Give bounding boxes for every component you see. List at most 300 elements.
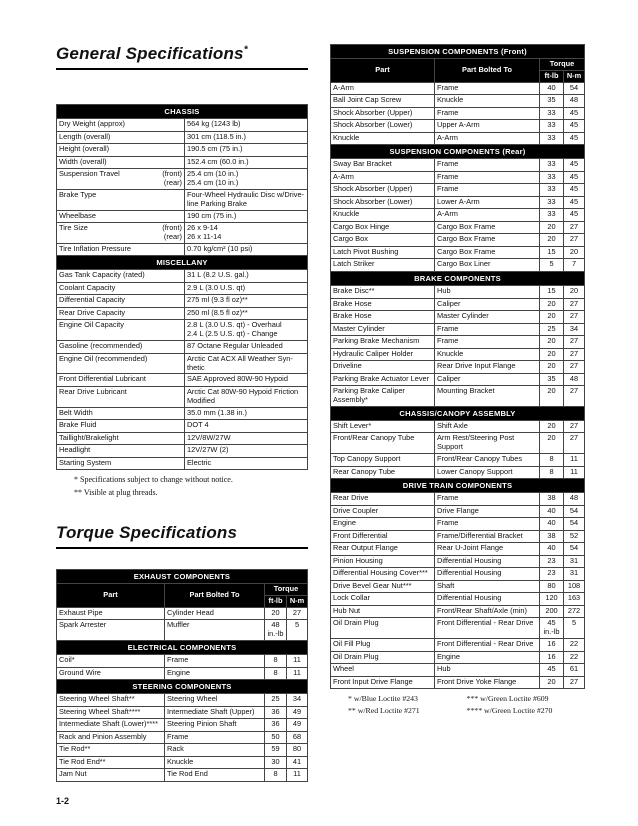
torque-ft-lb: 33 [540,171,564,184]
general-spec-table [56,104,308,470]
right-torque-table [330,44,585,689]
torque-part: Wheel [331,664,435,677]
loctite-notes [348,693,585,716]
torque-part: Brake Hose [331,311,435,324]
torque-part: Hub Nut [331,605,435,618]
torque-row [331,209,585,222]
torque-bolted-to: Differential Housing [435,555,540,568]
section-banner: EXHAUST COMPONENTS [57,570,308,584]
spec-row [57,407,308,420]
torque-row [331,593,585,606]
torque-part: Rear Canopy Tube [331,466,435,479]
torque-part: Spark Arrester [57,620,165,641]
right-column [330,44,585,716]
torque-row [331,543,585,556]
torque-part: Parking Brake Caliper Assembly* [331,386,435,407]
header-ft-lb: ft-lb [540,70,564,82]
torque-part: Sway Bar Bracket [331,159,435,172]
spec-row [57,119,308,132]
section-banner-row [57,641,308,655]
torque-part: Rear Drive [331,493,435,506]
torque-n-m: 48 [564,373,585,386]
torque-ft-lb: 20 [540,234,564,247]
torque-n-m: 27 [564,311,585,324]
torque-part: Knuckle [331,209,435,222]
torque-n-m: 41 [287,756,308,769]
torque-part: Rack and Pinion Assembly [57,731,165,744]
torque-row [57,620,308,641]
torque-row [331,580,585,593]
torque-part: Master Cylinder [331,323,435,336]
torque-bolted-to: Steering Wheel [165,694,265,707]
torque-n-m: 27 [564,420,585,433]
spec-value: 12V/8W/27W [185,432,308,445]
spec-row [57,307,308,320]
torque-row [331,466,585,479]
torque-n-m: 54 [564,505,585,518]
torque-part: Drive Coupler [331,505,435,518]
spec-row [57,386,308,407]
torque-part: Hydraulic Caliper Holder [331,348,435,361]
section-banner: CHASSIS/CANOPY ASSEMBLY [331,406,585,420]
torque-row [331,651,585,664]
spec-value: 275 ml (9.3 fl oz)** [185,295,308,308]
torque-part: Coil* [57,655,165,668]
section-banner-row [331,479,585,493]
spec-qualifier [143,210,185,223]
header-part-bolted-to: Part Bolted To [165,584,265,608]
torque-part: Shock Absorber (Upper) [331,107,435,120]
torque-n-m: 27 [564,298,585,311]
torque-part: Steering Wheel Shaft**** [57,706,165,719]
torque-row [331,664,585,677]
spec-value: 2.8 L (3.0 U.S. qt) - Overhaul 2.4 L (2.5 U.S. qt) - Change [185,320,308,341]
torque-n-m: 45 [564,171,585,184]
torque-ft-lb: 45 [540,664,564,677]
spec-qualifier [143,189,185,210]
torque-n-m: 49 [287,719,308,732]
torque-bolted-to: Engine [165,667,265,680]
torque-ft-lb: 20 [540,420,564,433]
torque-row [57,769,308,782]
torque-part: Engine [331,518,435,531]
torque-row [331,618,585,639]
torque-row [331,530,585,543]
torque-bolted-to: Frame [165,731,265,744]
torque-row [331,259,585,272]
torque-bolted-to: Upper A-Arm [435,120,540,133]
spec-label: Brake Fluid [57,420,185,433]
spec-value: 12V/27W (2) [185,445,308,458]
header-part: Part [57,584,165,608]
torque-n-m: 49 [287,706,308,719]
torque-row [331,221,585,234]
spec-value: 250 ml (8.5 fl oz)** [185,307,308,320]
torque-bolted-to: Front Differential - Rear Drive [435,618,540,639]
torque-n-m: 34 [564,323,585,336]
torque-bolted-to: Arm Rest/Steering Post Support [435,433,540,454]
torque-n-m: 27 [564,348,585,361]
loctite-note: **** w/Green Loctite #270 [466,705,553,715]
torque-bolted-to: Mounting Bracket [435,386,540,407]
torque-n-m: 45 [564,184,585,197]
torque-row [331,361,585,374]
loctite-note: *** w/Green Loctite #609 [466,694,549,704]
torque-part: Top Canopy Support [331,454,435,467]
spec-label: Coolant Capacity [57,282,185,295]
torque-part: Shock Absorber (Lower) [331,120,435,133]
torque-n-m: 61 [564,664,585,677]
torque-ft-lb: 40 [540,518,564,531]
spec-row [57,320,308,341]
loctite-note: * w/Blue Loctite #243 [348,694,418,704]
torque-part: Exhaust Pipe [57,607,165,620]
torque-row [331,234,585,247]
spec-row [57,457,308,470]
torque-part: Ground Wire [57,667,165,680]
torque-n-m: 34 [287,694,308,707]
header-n-m: N-m [564,70,585,82]
torque-bolted-to: Front Differential - Rear Drive [435,639,540,652]
section-banner: SUSPENSION COMPONENTS (Rear) [331,145,585,159]
section-banner-row [331,271,585,285]
torque-row [331,493,585,506]
torque-n-m: 27 [564,221,585,234]
torque-row [331,107,585,120]
header-n-m: N-m [287,595,308,607]
torque-ft-lb: 8 [540,466,564,479]
chassis-section [57,105,308,256]
torque-n-m: 27 [564,234,585,247]
left-torque-table [56,569,308,782]
torque-n-m: 27 [564,676,585,689]
torque-n-m: 68 [287,731,308,744]
spec-label: Length (overall) [57,131,143,144]
torque-ft-lb: 35 [540,95,564,108]
torque-table-body [57,570,308,782]
torque-part: Drive Bevel Gear Nut*** [331,580,435,593]
torque-part: Differential Housing Cover*** [331,568,435,581]
torque-part: Latch Striker [331,259,435,272]
torque-n-m: 22 [564,651,585,664]
torque-ft-lb: 15 [540,286,564,299]
spec-label: Wheelbase [57,210,143,223]
torque-row [331,159,585,172]
torque-ft-lb: 33 [540,132,564,145]
torque-n-m: 108 [564,580,585,593]
torque-part: Oil Fill Plug [331,639,435,652]
torque-ft-lb: 38 [540,530,564,543]
torque-ft-lb: 40 [540,543,564,556]
torque-ft-lb: 120 [540,593,564,606]
torque-n-m: 31 [564,568,585,581]
torque-part: Parking Brake Actuator Lever [331,373,435,386]
spec-row [57,282,308,295]
torque-ft-lb: 33 [540,196,564,209]
spec-label: Rear Drive Capacity [57,307,185,320]
torque-row [331,132,585,145]
spec-label: Rear Drive Lubricant [57,386,185,407]
torque-bolted-to: Hub [435,286,540,299]
torque-ft-lb: 35 [540,373,564,386]
torque-ft-lb: 48 in.-lb [265,620,287,641]
torque-ft-lb: 5 [540,259,564,272]
torque-n-m: 52 [564,530,585,543]
torque-header-row [331,59,585,71]
torque-row [331,298,585,311]
spec-row [57,156,308,169]
torque-bolted-to: Differential Housing [435,593,540,606]
miscellany-section [57,256,308,470]
torque-part: Shock Absorber (Lower) [331,196,435,209]
torque-ft-lb: 25 [265,694,287,707]
torque-ft-lb: 8 [540,454,564,467]
torque-part: Lock Collar [331,593,435,606]
torque-ft-lb: 33 [540,120,564,133]
torque-n-m: 45 [564,107,585,120]
torque-row [57,655,308,668]
header-part-bolted-to: Part Bolted To [435,59,540,83]
miscellany-banner-row [57,256,308,270]
spec-row [57,169,308,190]
torque-ft-lb: 25 [540,323,564,336]
spec-label: Differential Capacity [57,295,185,308]
torque-part: Cargo Box [331,234,435,247]
general-title-text: General Specifications [56,44,244,63]
torque-n-m: 54 [564,518,585,531]
torque-bolted-to: Knuckle [435,95,540,108]
torque-part: Rear Output Flange [331,543,435,556]
torque-ft-lb: 33 [540,209,564,222]
torque-bolted-to: Master Cylinder [435,311,540,324]
spec-qualifier [143,119,185,132]
torque-n-m: 45 [564,209,585,222]
spec-row [57,270,308,283]
torque-ft-lb: 50 [265,731,287,744]
torque-n-m: 27 [287,607,308,620]
torque-row [57,731,308,744]
torque-part: Front/Rear Canopy Tube [331,433,435,454]
spec-label: Gasoline (recommended) [57,341,185,354]
torque-row [331,171,585,184]
spec-label: Width (overall) [57,156,143,169]
torque-ft-lb: 20 [540,433,564,454]
torque-row [331,95,585,108]
section-banner-row [57,570,308,584]
torque-ft-lb: 40 [540,505,564,518]
torque-n-m: 20 [564,246,585,259]
torque-part: Shock Absorber (Upper) [331,184,435,197]
torque-n-m: 27 [564,433,585,454]
torque-row [331,505,585,518]
torque-bolted-to: Frame [435,336,540,349]
section-banner: BRAKE COMPONENTS [331,271,585,285]
spec-label: Belt Width [57,407,185,420]
torque-ft-lb: 33 [540,159,564,172]
torque-bolted-to: Caliper [435,373,540,386]
spec-row [57,144,308,157]
torque-row [57,744,308,757]
torque-row [331,336,585,349]
torque-ft-lb: 8 [265,655,287,668]
torque-ft-lb: 20 [540,221,564,234]
torque-ft-lb: 20 [540,348,564,361]
spec-value: 190 cm (75 in.) [185,210,308,223]
torque-n-m: 45 [564,196,585,209]
torque-row [331,518,585,531]
torque-part: A-Arm [331,171,435,184]
torque-row [331,323,585,336]
general-note: * Specifications subject to change without notice. [74,475,233,485]
spec-qualifier [143,243,185,256]
torque-bolted-to: Frame/Differential Bracket [435,530,540,543]
torque-row [57,607,308,620]
torque-ft-lb: 33 [540,184,564,197]
torque-bolted-to: Tie Rod End [165,769,265,782]
torque-part: Shift Lever* [331,420,435,433]
torque-bolted-to: Frame [435,518,540,531]
miscellany-banner: MISCELLANY [57,256,308,270]
spec-value: 35.0 mm (1.38 in.) [185,407,308,420]
torque-part: Oil Drain Plug [331,618,435,639]
torque-bolted-to: Cargo Box Frame [435,246,540,259]
torque-bolted-to: Shaft [435,580,540,593]
spec-qualifier [143,131,185,144]
chassis-banner-row [57,105,308,119]
torque-ft-lb: 20 [265,607,287,620]
torque-n-m: 27 [564,361,585,374]
torque-part: Oil Drain Plug [331,651,435,664]
torque-row [57,706,308,719]
torque-bolted-to: Muffler [165,620,265,641]
torque-bolted-to: Cargo Box Frame [435,221,540,234]
torque-n-m: 11 [564,466,585,479]
torque-ft-lb: 59 [265,744,287,757]
torque-header-row [57,584,308,596]
torque-ft-lb: 15 [540,246,564,259]
torque-row [331,605,585,618]
torque-part: Latch Pivot Bushing [331,246,435,259]
torque-ft-lb: 30 [265,756,287,769]
spec-label: Engine Oil (recommended) [57,353,185,374]
spec-row [57,131,308,144]
torque-n-m: 11 [287,655,308,668]
spec-row [57,210,308,223]
torque-part: Front Input Drive Flange [331,676,435,689]
header-torque: Torque [540,59,585,71]
torque-ft-lb: 20 [540,676,564,689]
spec-row [57,189,308,210]
spec-label: Suspension Travel [57,169,143,190]
torque-n-m: 5 [564,618,585,639]
torque-bolted-to: Frame [435,82,540,95]
torque-n-m: 45 [564,159,585,172]
general-title-mark: * [243,44,248,56]
page-number: 1-2 [56,796,70,806]
spec-value: 301 cm (118.5 in.) [185,131,308,144]
general-note: ** Visible at plug threads. [74,487,158,497]
torque-row [331,120,585,133]
torque-row [57,667,308,680]
torque-bolted-to: Cargo Box Liner [435,259,540,272]
torque-ft-lb: 23 [540,568,564,581]
torque-bolted-to: Shift Axle [435,420,540,433]
torque-row [331,639,585,652]
torque-n-m: 163 [564,593,585,606]
spec-value: 26 x 9-14 26 x 11-14 [185,223,308,244]
spec-label: Taillight/Brakelight [57,432,185,445]
torque-table-body [331,45,585,689]
header-part: Part [331,59,435,83]
torque-bolted-to: A-Arm [435,132,540,145]
torque-part: A-Arm [331,82,435,95]
torque-bolted-to: Lower A-Arm [435,196,540,209]
spec-label: Gas Tank Capacity (rated) [57,270,185,283]
spec-row [57,374,308,387]
torque-part: Ball Joint Cap Screw [331,95,435,108]
general-notes [74,474,308,499]
spec-value: Arctic Cat 80W-90 Hypoid Friction Modified [185,386,308,407]
spec-value: 0.70 kg/cm² (10 psi) [185,243,308,256]
torque-ft-lb: 23 [540,555,564,568]
torque-ft-lb: 20 [540,336,564,349]
torque-bolted-to: A-Arm [435,209,540,222]
section-banner: STEERING COMPONENTS [57,680,308,694]
torque-ft-lb: 45 in.-lb [540,618,564,639]
section-banner-row [331,406,585,420]
spec-value: 87 Octane Regular Unleaded [185,341,308,354]
torque-n-m: 54 [564,82,585,95]
torque-n-m: 45 [564,132,585,145]
torque-bolted-to: Caliper [435,298,540,311]
torque-bolted-to: Hub [435,664,540,677]
torque-bolted-to: Frame [435,159,540,172]
spec-value: Arctic Cat ACX All Weather Syn-thetic [185,353,308,374]
torque-row [331,82,585,95]
torque-part: Steering Wheel Shaft** [57,694,165,707]
spec-qualifier [143,144,185,157]
torque-row [331,454,585,467]
torque-n-m: 20 [564,286,585,299]
torque-ft-lb: 80 [540,580,564,593]
spec-label: Front Differential Lubricant [57,374,185,387]
torque-part: Knuckle [331,132,435,145]
torque-row [57,756,308,769]
section-banner: SUSPENSION COMPONENTS (Front) [331,45,585,59]
spec-value: SAE Approved 80W-90 Hypoid [185,374,308,387]
chassis-banner: CHASSIS [57,105,308,119]
loctite-note: ** w/Red Loctite #271 [348,705,420,715]
spec-label: Brake Type [57,189,143,210]
torque-part: Jam Nut [57,769,165,782]
left-column [56,44,308,782]
spec-value: 564 kg (1243 lb) [185,119,308,132]
section-banner: ELECTRICAL COMPONENTS [57,641,308,655]
spec-value: 31 L (8.2 U.S. gal.) [185,270,308,283]
torque-row [331,568,585,581]
torque-bolted-to: Knuckle [435,348,540,361]
torque-bolted-to: Frame [435,184,540,197]
torque-ft-lb: 20 [540,311,564,324]
torque-bolted-to: Frame [435,323,540,336]
torque-part: Front Differential [331,530,435,543]
spec-row [57,445,308,458]
torque-row [57,694,308,707]
torque-row [57,719,308,732]
spec-value: Four-Wheel Hydraulic Disc w/Drive-line Parking Brake [185,189,308,210]
torque-n-m: 27 [564,336,585,349]
torque-bolted-to: Knuckle [165,756,265,769]
